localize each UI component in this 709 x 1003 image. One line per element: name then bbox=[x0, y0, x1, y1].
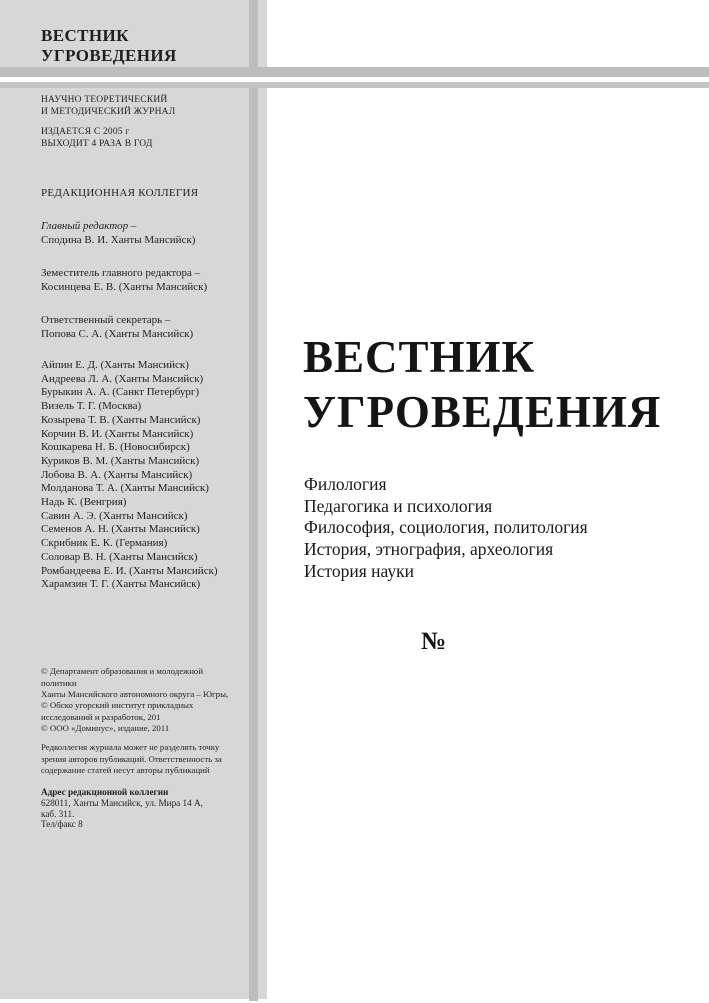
member-item: Айпин Е. Д. (Ханты Мансийск) bbox=[41, 359, 189, 371]
address-line: каб. 311. bbox=[41, 808, 75, 819]
top-horizontal-band-lower bbox=[0, 82, 709, 88]
copyright-line: © Обско угорский институт прикладных bbox=[41, 700, 194, 710]
role-deputy-editor bbox=[41, 267, 207, 294]
member-item: Харамзин Т. Г. (Ханты Мансийск) bbox=[41, 578, 201, 591]
subject-sections-list bbox=[304, 474, 588, 583]
disclaimer-line: Редколлегия журнала может не разделять точку bbox=[41, 742, 220, 752]
copyright-line: исследований и разработок, 201 bbox=[41, 711, 161, 722]
member-item: Скрибник Е. К. (Германия) bbox=[41, 537, 168, 550]
masthead-journal-name bbox=[41, 26, 177, 66]
member-item: Бурыкин А. А. (Санкт Петербург) bbox=[41, 386, 200, 399]
editorial-board-heading: РЕДАКЦИОННАЯ КОЛЛЕГИЯ bbox=[41, 187, 199, 199]
journal-type-line1: НАУЧНО ТЕОРЕТИЧЕСКИЙ bbox=[41, 95, 168, 105]
member-item: Семенов А. Н. (Ханты Мансийск) bbox=[41, 523, 200, 536]
subject-item: Философия, социология, политология bbox=[304, 517, 588, 538]
role-name: Попова С. А. (Ханты Мансийск) bbox=[41, 327, 194, 340]
top-horizontal-band-upper bbox=[0, 67, 709, 77]
member-item: Молданова Т. А. (Ханты Мансийск) bbox=[41, 482, 209, 495]
member-item: Куриков В. М. (Ханты Мансийск) bbox=[41, 454, 200, 467]
member-item: Лобова В. А. (Ханты Мансийск) bbox=[41, 468, 193, 481]
role-title: Ответственный секретарь – bbox=[41, 314, 171, 326]
role-title: Главный редактор – bbox=[41, 220, 137, 232]
member-item: Корчин В. И. (Ханты Мансийск) bbox=[41, 427, 194, 440]
journal-type-line2: И МЕТОДИЧЕСКИЙ ЖУРНАЛ bbox=[41, 106, 176, 117]
address-line: Тел/факс 8 bbox=[41, 819, 83, 830]
copyright-line: © Департамент образования и молодежной политики bbox=[41, 666, 204, 688]
copyright-line: © ООО «Доминус», издание, 2011 bbox=[41, 723, 170, 733]
main-journal-title bbox=[303, 330, 661, 440]
publication-frequency: ВЫХОДИТ 4 РАЗА В ГОД bbox=[41, 138, 153, 149]
copyright-department bbox=[41, 666, 231, 701]
main-title-line2: УГРОВЕДЕНИЯ bbox=[303, 387, 662, 437]
member-item: Андреева Л. А. (Ханты Мансийск) bbox=[41, 372, 204, 385]
editorial-disclaimer bbox=[41, 742, 231, 777]
disclaimer-line: зрения авторов публикаций. Ответственность за bbox=[41, 753, 222, 764]
issue-number-symbol: № bbox=[421, 628, 447, 655]
member-item: Надь К. (Венгрия) bbox=[41, 496, 127, 509]
vertical-divider-stripe bbox=[249, 0, 258, 1001]
role-executive-secretary bbox=[41, 314, 193, 341]
role-name: Сподина В. И. Ханты Мансийск) bbox=[41, 233, 196, 246]
member-item: Савин А. Э. (Ханты Мансийск) bbox=[41, 509, 188, 522]
member-item: Визель Т. Г. (Москва) bbox=[41, 400, 142, 413]
published-since: ИЗДАЕТСЯ С 2005 г bbox=[41, 127, 130, 137]
disclaimer-line: содержание статей несут авторы публикаций bbox=[41, 765, 210, 775]
address-line: 628011, Ханты Мансийск, ул. Мира 14 А, bbox=[41, 797, 203, 808]
editorial-board-members bbox=[41, 359, 218, 592]
vertical-divider-stripe-light bbox=[258, 0, 267, 999]
role-name: Косинцева Е. В. (Ханты Мансийск) bbox=[41, 280, 208, 293]
subject-item: История, этнография, археология bbox=[304, 539, 554, 560]
copyright-institute bbox=[41, 700, 231, 735]
subject-item: Педагогика и психология bbox=[304, 495, 493, 516]
masthead-line2: УГРОВЕДЕНИЯ bbox=[41, 46, 177, 65]
journal-type bbox=[41, 95, 175, 118]
subject-item: История науки bbox=[304, 560, 414, 581]
masthead-line1: ВЕСТНИК bbox=[41, 26, 129, 45]
copyright-line: Ханты Мансийского автономного округа – Югры, bbox=[41, 689, 229, 699]
member-item: Ромбандеева Е. И. (Ханты Мансийск) bbox=[41, 564, 218, 577]
member-item: Кошкарева Н. Б. (Новосибирск) bbox=[41, 441, 190, 454]
role-chief-editor bbox=[41, 220, 195, 247]
address-heading: Адрес редакционной коллегии bbox=[41, 787, 169, 797]
role-title: Земеститель главного редактора – bbox=[41, 267, 201, 279]
editorial-address bbox=[41, 787, 203, 830]
member-item: Соловар В. Н. (Ханты Мансийск) bbox=[41, 550, 198, 563]
publication-info bbox=[41, 127, 153, 150]
main-title-line1: ВЕСТНИК bbox=[303, 332, 536, 382]
subject-item: Филология bbox=[304, 474, 387, 494]
member-item: Козырева Т. В. (Ханты Мансийск) bbox=[41, 413, 201, 426]
